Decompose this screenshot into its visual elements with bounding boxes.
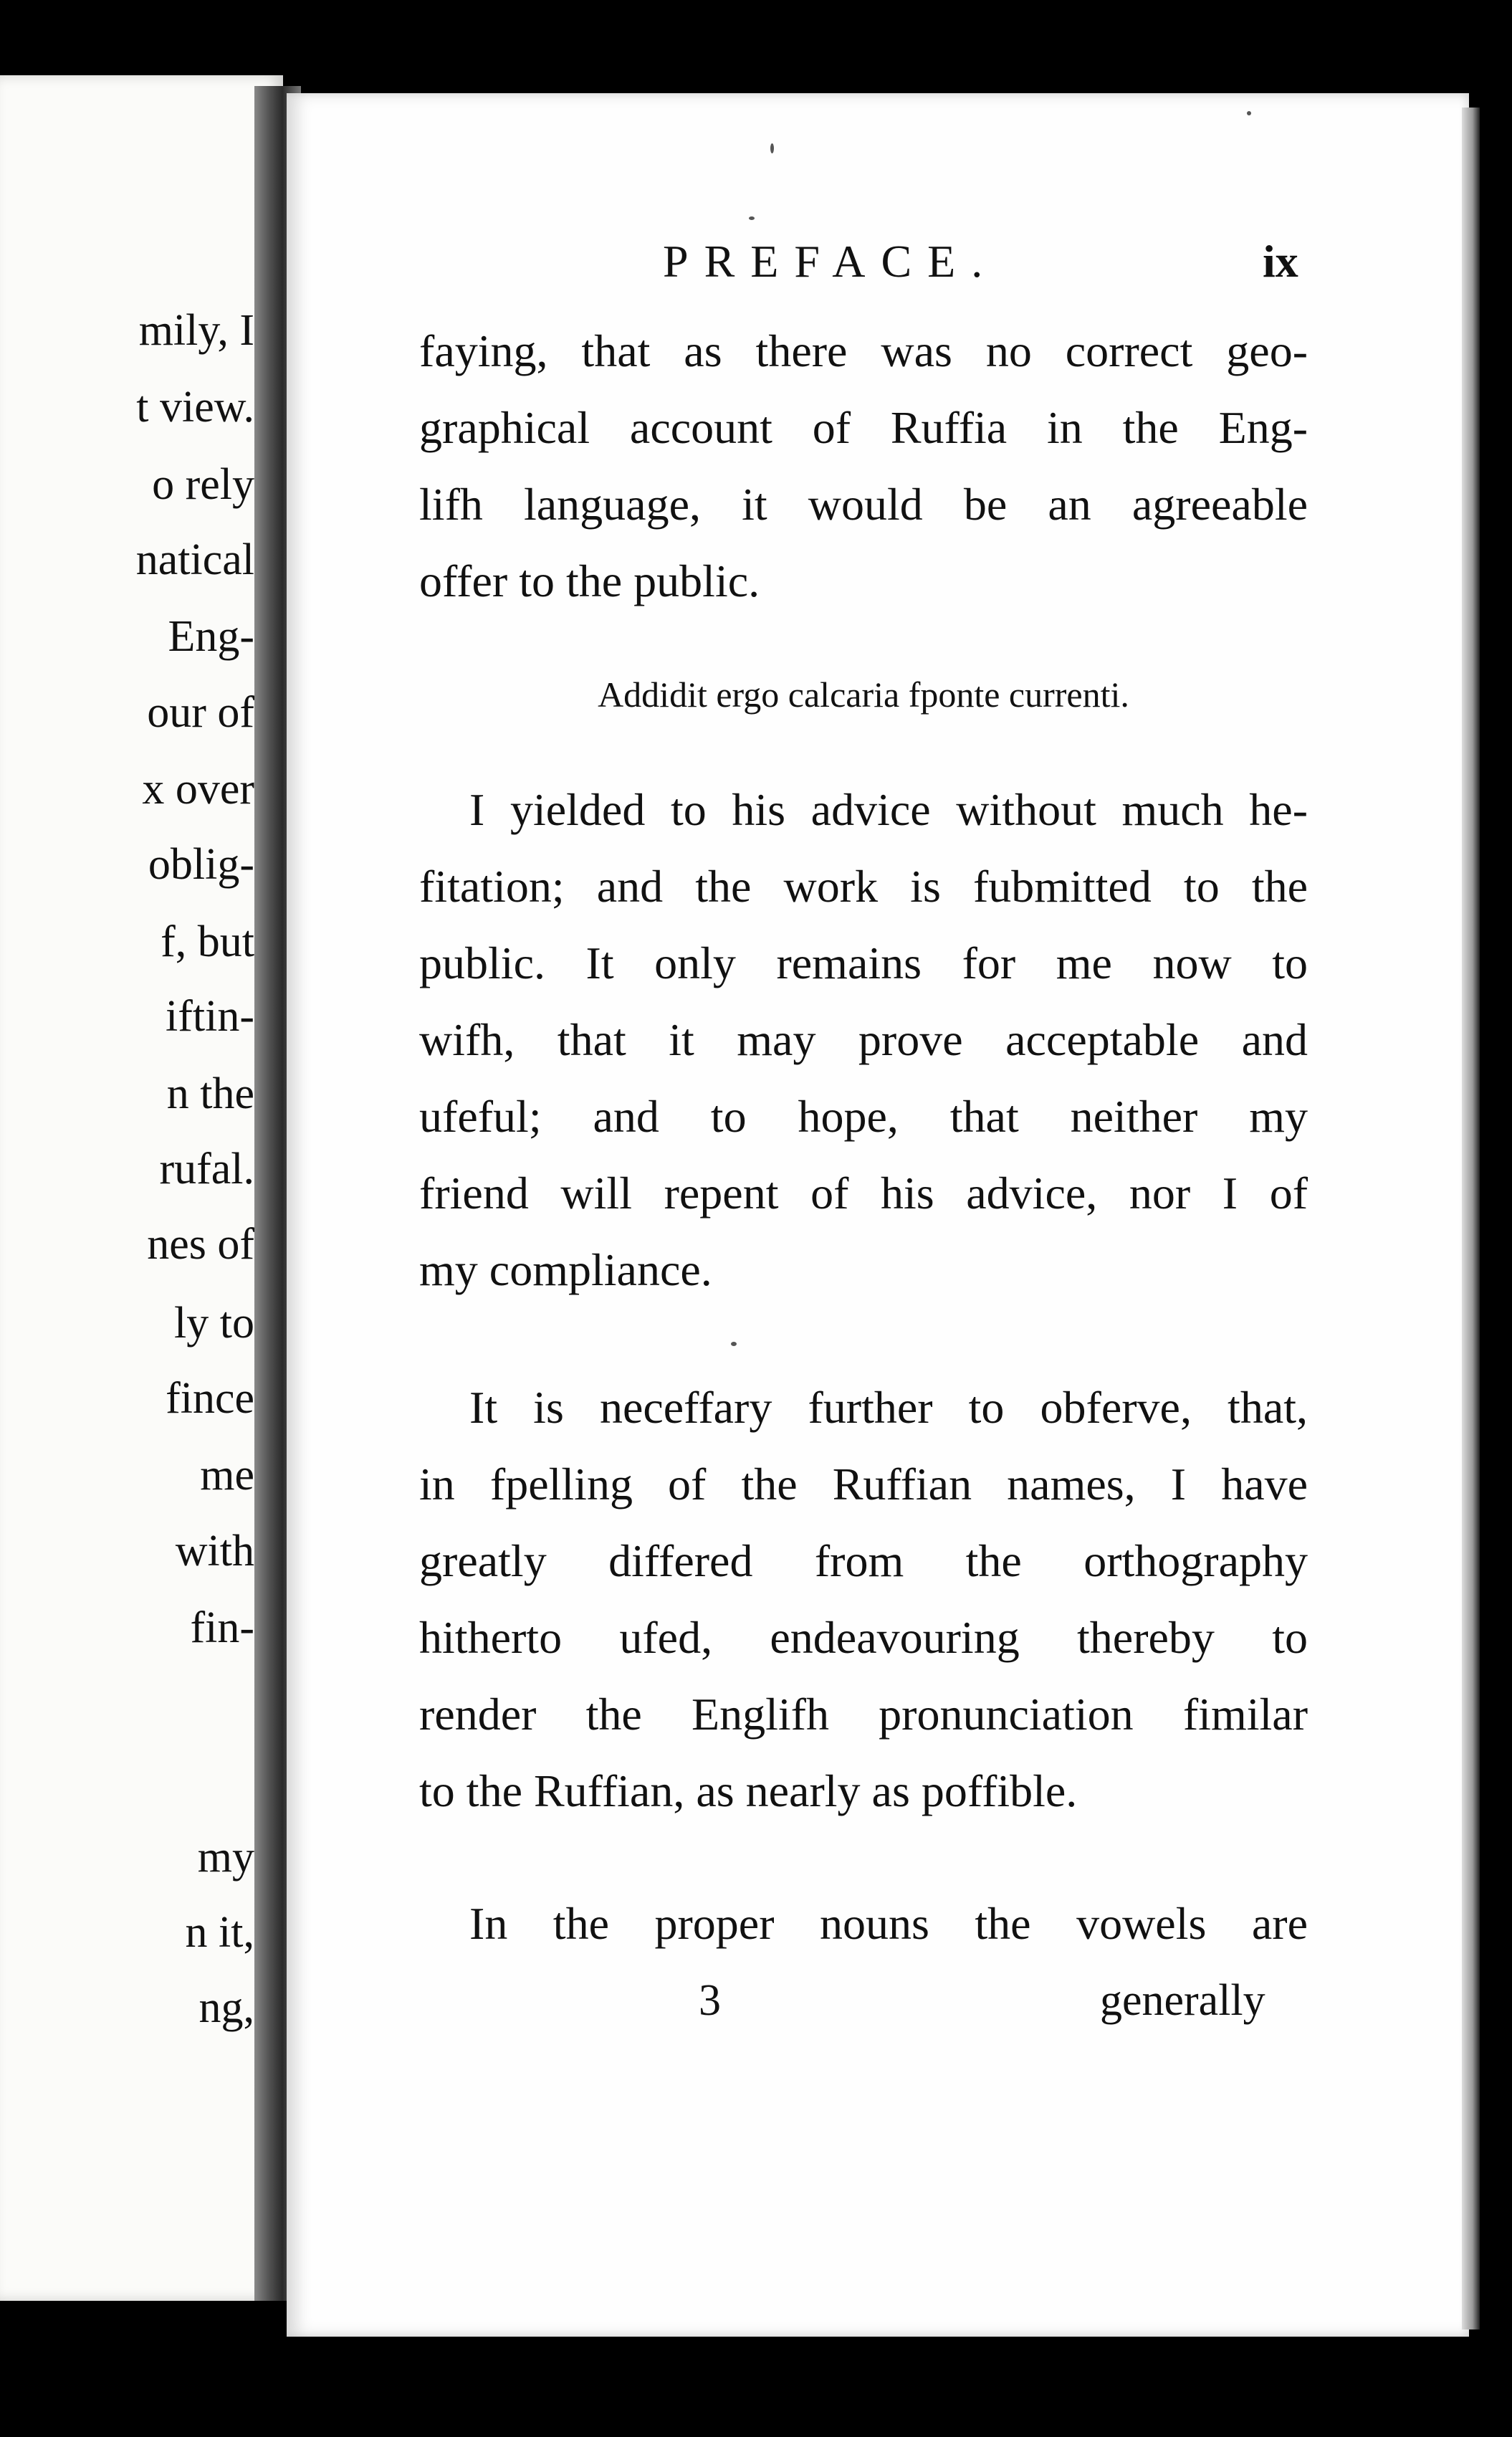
text-line: render the Englifh pronunciation fimilar	[419, 1689, 1308, 1740]
text-line: It is neceffary further to obferve, that,	[469, 1382, 1308, 1433]
left-page-line: iftin-	[166, 992, 254, 1041]
text-line: greatly differed from the orthography	[419, 1535, 1308, 1586]
left-page-line: nes of	[147, 1220, 254, 1269]
page-edge	[1462, 108, 1480, 2329]
page-number: ix	[1263, 236, 1298, 287]
running-header-title: PREFACE.	[663, 236, 999, 287]
text-line: public. It only remains for me now to	[419, 938, 1308, 988]
text-line: ufeful; and to hope, that neither my	[419, 1091, 1308, 1142]
text-line: hitherto ufed, endeavouring thereby to	[419, 1612, 1308, 1663]
left-page-line: oblig-	[148, 840, 254, 889]
ink-speck	[770, 143, 774, 153]
text-line: I yielded to his advice without much he-	[469, 784, 1308, 835]
ink-speck	[1247, 111, 1251, 115]
text-line: lifh language, it would be an agreeable	[419, 479, 1308, 530]
text-line: wifh, that it may prove acceptable and	[419, 1014, 1308, 1065]
left-page-line: our of	[147, 688, 254, 737]
left-page-line: fin-	[190, 1603, 254, 1652]
left-page-line: rufal.	[159, 1145, 254, 1193]
left-page-line: fince	[166, 1374, 254, 1423]
text-line: In the proper nouns the vowels are	[469, 1898, 1308, 1949]
text-line: faying, that as there was no correct geo-	[419, 325, 1308, 376]
left-page-line: ly to	[174, 1299, 254, 1348]
left-page-line: x over	[142, 765, 254, 814]
left-page-line: me	[200, 1451, 254, 1499]
paragraph-2	[419, 771, 1308, 1308]
text-line: fitation; and the work is fubmitted to the	[419, 861, 1308, 912]
text-line: to the Ruffian, as nearly as poffible.	[419, 1765, 1078, 1816]
signature-mark: 3	[699, 1976, 721, 2025]
left-page-line: my	[197, 1833, 254, 1882]
left-page-line: n it,	[185, 1908, 254, 1957]
text-line: my compliance.	[419, 1244, 712, 1295]
latin-quotation: Addidit ergo calcaria fponte currenti.	[598, 674, 1129, 715]
left-page-line: f, but	[161, 917, 254, 966]
ink-speck	[731, 1342, 737, 1346]
left-page-line: t view.	[136, 383, 254, 431]
left-page-line: with	[175, 1527, 254, 1575]
left-page-line: natical	[135, 535, 254, 584]
paragraph-1	[419, 313, 1308, 619]
left-facing-page	[0, 75, 283, 2301]
text-line: offer to the public.	[419, 555, 760, 606]
left-page-line: o rely	[152, 460, 254, 509]
left-page-line: n the	[166, 1069, 254, 1118]
paragraph-4	[419, 1885, 1308, 1962]
catchword: generally	[1100, 1976, 1265, 2025]
left-page-line: ng,	[198, 1983, 254, 2032]
ink-speck	[749, 216, 755, 220]
paragraph-3	[419, 1369, 1308, 1829]
left-page-line: Eng-	[168, 612, 254, 661]
left-page-line: mily, I	[138, 306, 254, 355]
text-line: in fpelling of the Ruffian names, I have	[419, 1459, 1308, 1510]
text-line: graphical account of Ruffia in the Eng-	[419, 402, 1308, 453]
text-line: friend will repent of his advice, nor I of	[419, 1168, 1308, 1218]
